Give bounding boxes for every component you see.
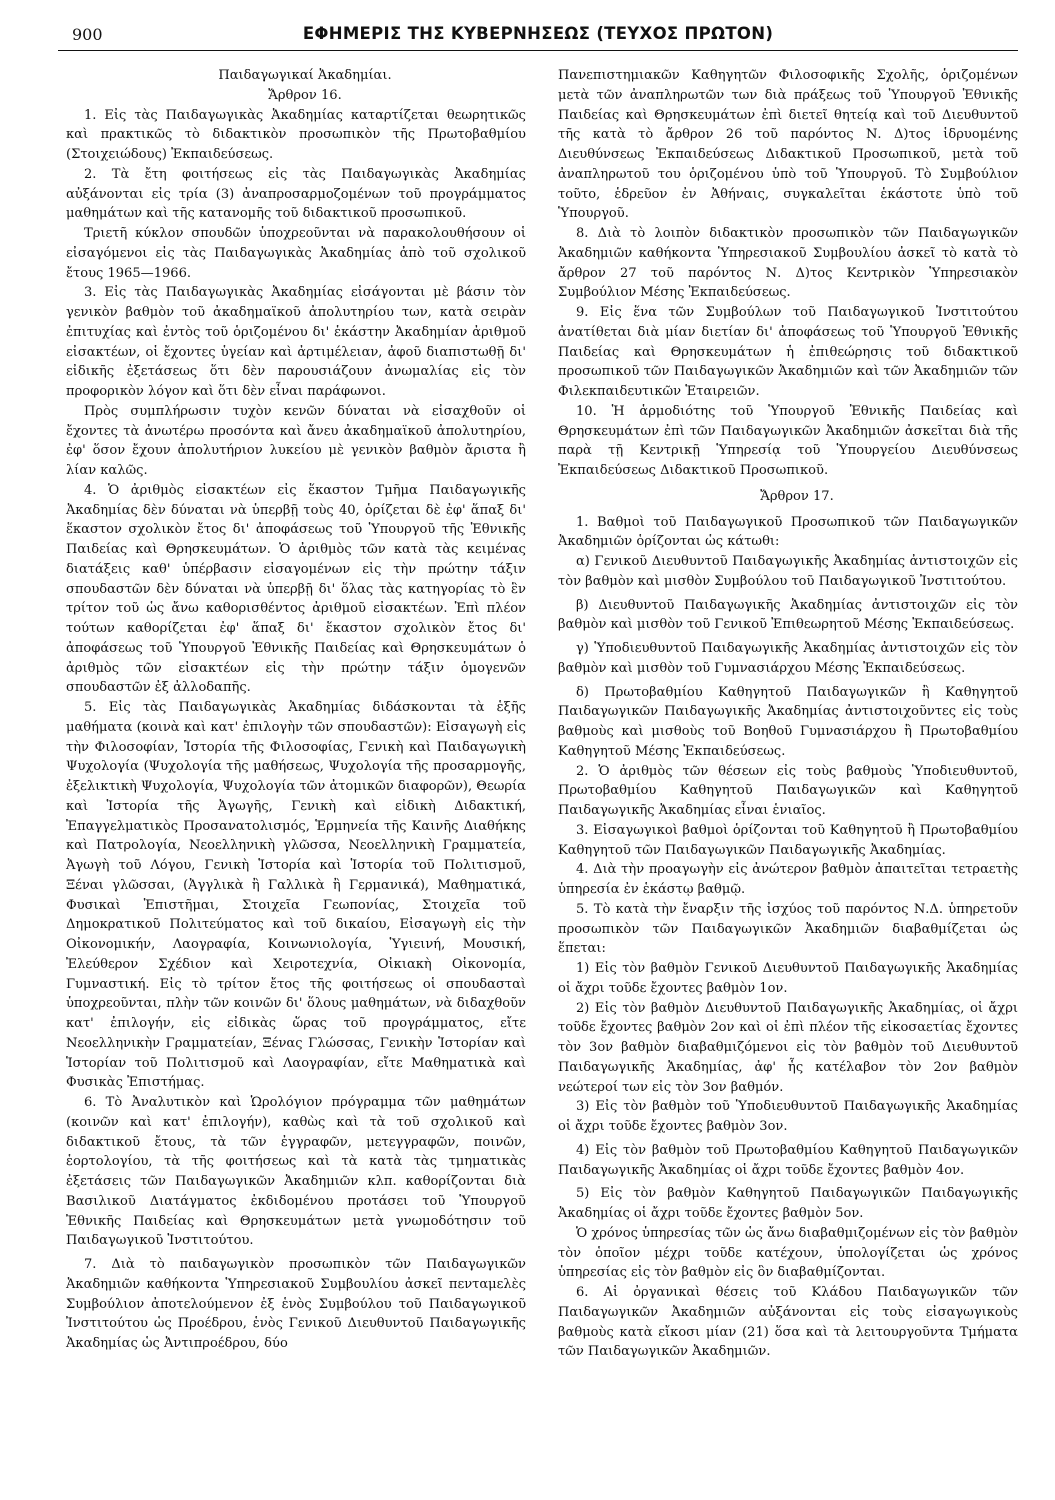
section-title: Παιδαγωγικαί Ἀκαδημίαι. bbox=[218, 68, 392, 83]
paragraph: 3. Εἰσαγωγικοὶ βαθμοὶ ὁρίζονται τοῦ Καθηγητοῦ ἢ Πρωτοβαθμίου Καθηγητοῦ τῶν Παιδαγωγικῶν Παιδαγωγικῆς Ἀκαδημίας. bbox=[558, 822, 1018, 858]
article-heading-17: Ἄρθρον 17. bbox=[760, 488, 834, 504]
paragraph: 6. Τὸ Ἀναλυτικὸν καὶ Ὡρολόγιον πρόγραμμα τῶν μαθημάτων (κοινῶν καὶ κατ' ἐπιλογήν), καθὼς καὶ τὰ τοῦ σχολικοῦ καὶ διδακτικοῦ ἔτους, τὰ τῶν ἐγγραφῶν, μετεγγραφῶν, ποινῶν, ἑορτολογίου, τὰ τῆς φοιτήσεως καὶ τὰ κατὰ τὰς τμηματικὰς ἐξετάσεις τῶν Παιδαγωγικῶν Ἀκαδημιῶν κλπ. καθορίζονται διὰ Βασιλικοῦ Διατάγματος ἐκδιδομένου προτάσει τοῦ Ὑπουργοῦ Ἐθνικῆς Παιδείας καὶ Θρησκευμάτων μετὰ γνωμοδότησιν τοῦ Παιδαγωγικοῦ Ἰνστιτούτου. bbox=[66, 1095, 526, 1249]
paragraph: 4. Διὰ τὴν προαγωγὴν εἰς ἀνώτερον βαθμὸν ἀπαιτεῖται τετραετὴς ὑπηρεσία ἐν ἑκάστῳ βαθμῷ. bbox=[558, 862, 1018, 897]
paragraph: 5. Εἰς τὰς Παιδαγωγικὰς Ἀκαδημίας διδάσκονται τὰ ἑξῆς μαθήματα (κοινὰ καὶ κατ' ἐπιλογὴν τῶν σπουδαστῶν): Εἰσαγωγὴ εἰς τὴν Φιλοσοφίαν, Ἱστορία τῆς Φιλοσοφίας, Γενικὴ καὶ Παιδαγωγικὴ Ψυχολογία (Ψυχολογία τῆς μαθήσεως, Ψυχολογία τῆς προσαρμογῆς, ἐξελικτικὴ Ψυχολογία, Ψυχολογία τῶν ἀτομικῶν διαφορῶν), Θεωρία καὶ Ἱστορία τῆς Ἀγωγῆς, Γενικὴ καὶ εἰδικὴ Διδακτική, Ἐπαγγελματικὸς Προσανατολισμός, Ἑρμηνεία τῆς Καινῆς Διαθήκης καὶ Πατρολογία, Νεοελληνικὴ γλῶσσα, Νεοελληνικὴ Γραμματεία, Ἀγωγὴ τοῦ Λόγου, Γενικὴ Ἱστορία καὶ Ἱστορία τοῦ Πολιτισμοῦ, Ξέναι γλῶσσαι, (Ἀγγλικὰ ἢ Γαλλικὰ ἢ Γερμανικά), Μαθηματικά, Φυσικαὶ Ἐπιστῆμαι, Στοιχεῖα Γεωπονίας, Στοιχεῖα τοῦ Δημοκρατικοῦ Πολιτεύματος καὶ τοῦ δικαίου, Εἰσαγωγὴ εἰς τὴν Οἰκονομικήν, Λαογραφία, Κοινωνιολογία, Ὑγιεινή, Μουσική, Ἐλεύθερον Σχέδιον καὶ Χειροτεχνία, Οἰκιακὴ Οἰκονομία, Γυμναστική. Εἰς τὸ τρίτον ἔτος τῆς φοιτήσεως οἱ σπουδασταὶ ὑποχρεοῦνται, πλὴν τῶν κοινῶν δι' ὅλους μαθημάτων, νὰ διδαχθοῦν κατ' ἐπιλογήν, εἰς εἰδικὰς ὥρας τοῦ προγράμματος, εἴτε Νεοελληνικὴν Γραμματείαν, Ξένας Γλώσσας, Γενικὴν Ἱστορίαν καὶ Ἱστορίαν τοῦ Πολιτισμοῦ καὶ Λαογραφίαν, εἴτε Μαθηματικὰ καὶ Φυσικὰς Ἐπιστήμας. bbox=[66, 700, 526, 1091]
paragraph: 5. Τὸ κατὰ τὴν ἔναρξιν τῆς ἰσχύος τοῦ παρόντος Ν.Δ. ὑπηρετοῦν προσωπικὸν τῶν Παιδαγωγικῶν Ἀκαδημιῶν διαβαθμίζεται ὡς ἕπεται: bbox=[558, 901, 1018, 957]
paragraph: 6. Αἱ ὀργανικαὶ θέσεις τοῦ Κλάδου Παιδαγωγικῶν τῶν Παιδαγωγικῶν Ἀκαδημιῶν αὐξάνονται εἰς τοὺς εἰσαγωγικοὺς βαθμοὺς κατὰ εἴκοσι μίαν (21) ὅσα καὶ τὰ λειτουργοῦντα Τμήματα τῶν Παιδαγωγικῶν Ἀκαδημιῶν. bbox=[558, 1285, 1018, 1360]
paragraph: 2. Ὁ ἀριθμὸς τῶν θέσεων εἰς τοὺς βαθμοὺς Ὑποδιευθυντοῦ, Πρωτοβαθμίου Καθηγητοῦ Παιδαγωγικῶν καὶ Καθηγητοῦ Παιδαγωγικῆς Ἀκαδημίας εἶναι ἑνιαῖος. bbox=[558, 763, 1018, 818]
paragraph: 2. Τὰ ἔτη φοιτήσεως εἰς τὰς Παιδαγωγικὰς Ἀκαδημίας αὐξάνονται εἰς τρία (3) ἀναπροσαρμοζομένων τοῦ προγράμματος μαθημάτων καὶ τῆς κατανομῆς τοῦ διδακτικοῦ προσωπικοῦ. bbox=[66, 166, 526, 222]
paragraph: δ) Πρωτοβαθμίου Καθηγητοῦ Παιδαγωγικῶν ἢ Καθηγητοῦ Παιδαγωγικῶν Παιδαγωγικῆς Ἀκαδημίας ἀντιστοιχοῦντες εἰς τοὺς βαθμοὺς καὶ μισθοὺς τοῦ Βοηθοῦ Γυμνασιάρχου ἢ Πρωτοβαθμίου Καθηγητοῦ Μέσης Ἐκπαιδεύσεως. bbox=[558, 684, 1018, 759]
publication-title: ΕΦΗΜΕΡΙΣ ΤΗΣ ΚΥΒΕΡΝΗΣΕΩΣ (ΤΕΥΧΟΣ ΠΡΩΤΟΝ) bbox=[302, 24, 774, 43]
paragraph: Τριετῆ κύκλον σπουδῶν ὑποχρεοῦνται νὰ παρακολουθήσουν οἱ εἰσαγόμενοι εἰς τὰς Παιδαγωγικὰς Ἀκαδημίας ἀπὸ τοῦ σχολικοῦ ἔτους 1965—1966. bbox=[66, 226, 526, 281]
paragraph: 2) Εἰς τὸν βαθμὸν Διευθυντοῦ Παιδαγωγικῆς Ἀκαδημίας, οἱ ἄχρι τοῦδε ἔχοντες βαθμὸν 2ον καὶ οἱ ἐπὶ πλέον τῆς εἰκοσαετίας ἔχοντες τὸν 3ον βαθμὸν διαβαθμιζόμενοι εἰς τὸν βαθμὸν τοῦ Διευθυντοῦ Παιδαγωγικῆς Ἀκαδημίας, ἀφ' ἧς κατέλαβον τὸν 2ον βαθμὸν νεώτεροί των εἰς τὸν 3ον βαθμόν. bbox=[558, 1000, 1018, 1095]
paragraph: 5) Εἰς τὸν βαθμὸν Καθηγητοῦ Παιδαγωγικῶν Παιδαγωγικῆς Ἀκαδημίας οἱ ἄχρι τοῦδε ἔχοντες βαθμὸν 5ον. bbox=[558, 1186, 1018, 1221]
paragraph: 8. Διὰ τὸ λοιπὸν διδακτικὸν προσωπικὸν τῶν Παιδαγωγικῶν Ἀκαδημιῶν καθήκοντα Ὑπηρεσιακοῦ Συμβουλίου ἀσκεῖ τὸ κατὰ τὸ ἄρθρον 27 τοῦ παρόντος Ν. Δ)τος Κεντρικὸν Ὑπηρεσιακὸν Συμβούλιον Μέσης Ἐκπαιδεύσεως. bbox=[558, 226, 1018, 301]
paragraph: 1) Εἰς τὸν βαθμὸν Γενικοῦ Διευθυντοῦ Παιδαγωγικῆς Ἀκαδημίας οἱ ἄχρι τοῦδε ἔχοντες βαθμὸν 1ον. bbox=[558, 961, 1018, 996]
page-number: 900 bbox=[72, 25, 103, 44]
page-header bbox=[58, 24, 1018, 51]
newspaper-page bbox=[58, 24, 1018, 1484]
paragraph: 9. Εἰς ἕνα τῶν Συμβούλων τοῦ Παιδαγωγικοῦ Ἰνστιτούτου ἀνατίθεται διὰ μίαν διετίαν δι' ἀποφάσεως τοῦ Ὑπουργοῦ Ἐθνικῆς Παιδείας καὶ Θρησκευμάτων ἡ ἐπιθεώρησις τοῦ διδακτικοῦ προσωπικοῦ τῶν Παιδαγωγικῶν Ἀκαδημιῶν καὶ τῶν Ἀκαδημιῶν τῶν Φιλεκπαιδευτικῶν Ἑταιρειῶν. bbox=[558, 305, 1018, 399]
paragraph: 10. Ἡ ἁρμοδιότης τοῦ Ὑπουργοῦ Ἐθνικῆς Παιδείας καὶ Θρησκευμάτων ἐπὶ τῶν Παιδαγωγικῶν Ἀκαδημιῶν ἀσκεῖται διὰ τῆς παρὰ τῇ Κεντρικῇ Ὑπηρεσίᾳ τοῦ Ὑπουργείου Διευθύνσεως Ἐκπαιδεύσεως Διδακτικοῦ Προσωπικοῦ. bbox=[558, 403, 1018, 478]
paragraph: 7. Διὰ τὸ παιδαγωγικὸν προσωπικὸν τῶν Παιδαγωγικῶν Ἀκαδημιῶν καθήκοντα Ὑπηρεσιακοῦ Συμβουλίου ἀσκεῖ πενταμελὲς Συμβούλιον ἀποτελούμενον ἐξ ἑνὸς Συμβούλου τοῦ Παιδαγωγικοῦ Ἰνστιτούτου ὡς Προέδρου, ἑνὸς Γενικοῦ Διευθυντοῦ Παιδαγωγικῆς Ἀκαδημίας ὡς Ἀντιπροέδρου, δύο bbox=[66, 1257, 526, 1351]
paragraph: 1. Βαθμοὶ τοῦ Παιδαγωγικοῦ Προσωπικοῦ τῶν Παιδαγωγικῶν Ἀκαδημιῶν ὁρίζονται ὡς κάτωθι: bbox=[558, 514, 1018, 550]
paragraph: 3. Εἰς τὰς Παιδαγωγικὰς Ἀκαδημίας εἰσάγονται μὲ βάσιν τὸν γενικὸν βαθμὸν τοῦ ἀκαδημαϊκοῦ ἀπολυτηρίου των, κατὰ σειρὰν ἐπιτυχίας καὶ ἐντὸς τοῦ ὁριζομένου δι' ἑκάστην Ἀκαδημίαν ἀριθμοῦ εἰσακτέων, οἱ ἔχοντες ὑγείαν καὶ ἀρτιμέλειαν, ἀφοῦ διαπιστωθῇ δι' εἰδικῆς ἐξετάσεως ὅτι δὲν παρουσιάζουν ἀνωμαλίας εἰς τὸν προφορικὸν λόγον καὶ ὅτι δὲν εἶναι παράφωνοι. bbox=[66, 285, 526, 399]
paragraph: Πρὸς συμπλήρωσιν τυχὸν κενῶν δύναται νὰ εἰσαχθοῦν οἱ ἔχοντες τὰ ἀνωτέρω προσόντα καὶ ἄνευ ἀκαδημαϊκοῦ ἀπολυτηρίου, ἐφ' ὅσον ἔχουν ἀπολυτήριον λυκείου μὲ γενικὸν βαθμὸν ἄριστα ἢ λίαν καλῶς. bbox=[66, 403, 526, 478]
paragraph: 1. Εἰς τὰς Παιδαγωγικὰς Ἀκαδημίας καταρτίζεται θεωρητικῶς καὶ πρακτικῶς τὸ διδακτικὸν προσωπικὸν τῆς Πρωτοβαθμίου (Στοιχειώδους) Ἐκπαιδεύσεως. bbox=[66, 107, 526, 162]
paragraph: α) Γενικοῦ Διευθυντοῦ Παιδαγωγικῆς Ἀκαδημίας ἀντιστοιχῶν εἰς τὸν βαθμὸν καὶ μισθὸν Συμβούλου τοῦ Παιδαγωγικοῦ Ἰνστιτούτου. bbox=[558, 554, 1018, 589]
paragraph: 3) Εἰς τὸν βαθμὸν τοῦ Ὑποδιευθυντοῦ Παιδαγωγικῆς Ἀκαδημίας οἱ ἄχρι τοῦδε ἔχοντες βαθμὸν 3ον. bbox=[558, 1099, 1018, 1134]
paragraph: β) Διευθυντοῦ Παιδαγωγικῆς Ἀκαδημίας ἀντιστοιχῶν εἰς τὸν βαθμὸν καὶ μισθὸν τοῦ Γενικοῦ Ἐπιθεωρητοῦ Μέσης Ἐκπαιδεύσεως. bbox=[558, 597, 1018, 633]
paragraph: γ) Ὑποδιευθυντοῦ Παιδαγωγικῆς Ἀκαδημίας ἀντιστοιχῶν εἰς τὸν βαθμὸν καὶ μισθὸν τοῦ Γυμνασιάρχου Μέσης Ἐκπαιδεύσεως. bbox=[558, 641, 1018, 676]
right-column bbox=[558, 66, 1018, 1362]
paragraph: 4. Ὁ ἀριθμὸς εἰσακτέων εἰς ἕκαστον Τμῆμα Παιδαγωγικῆς Ἀκαδημίας δὲν δύναται νὰ ὑπερβῇ τοὺς 40, ὁρίζεται δὲ ἐφ' ἅπαξ δι' ἕκαστον σχολικὸν ἔτος δι' ἀποφάσεως τοῦ Ὑπουργοῦ τῆς Ἐθνικῆς Παιδείας καὶ Θρησκευμάτων. Ὁ ἀριθμὸς τῶν κατὰ τὰς κειμένας διατάξεις καθ' ὑπέρβασιν εἰσαγομένων εἰς τὴν πρώτην τάξιν σπουδαστῶν δὲν δύναται νὰ ὑπερβῇ δι' ὅλας τὰς κατηγορίας τὸ ἓν τρίτον τοῦ ὡς ἄνω καθορισθέντος ἀριθμοῦ εἰσακτέων. Ἐπὶ πλέον τούτων καθορίζεται ἐφ' ἅπαξ δι' ἕκαστον σχολικὸν ἔτος δι' ἀποφάσεως τοῦ Ὑπουργοῦ Ἐθνικῆς Παιδείας καὶ Θρησκευμάτων ὁ ἀριθμὸς τῶν εἰσακτέων εἰς τὴν πρώτην τάξιν ὁμογενῶν σπουδαστῶν ἐξ ἀλλοδαπῆς. bbox=[66, 482, 526, 696]
paragraph: Πανεπιστημιακῶν Καθηγητῶν Φιλοσοφικῆς Σχολῆς, ὁριζομένων μετὰ τῶν ἀναπληρωτῶν των διὰ πράξεως τοῦ Ὑπουργοῦ Ἐθνικῆς Παιδείας καὶ Θρησκευμάτων ἐπὶ διετεῖ θητείᾳ καὶ τοῦ Διευθυντοῦ τῆς κατὰ τὸ ἄρθρον 26 τοῦ παρόντος Ν. Δ)τος ἱδρυομένης Διευθύνσεως Ἐκπαιδεύσεως Διδακτικοῦ Προσωπικοῦ, μετὰ τοῦ ἀναπληρωτοῦ του ὁριζομένου ὑπὸ τοῦ Ὑπουργοῦ. Τὸ Συμβούλιον τοῦτο, ἑδρεῦον ἐν Ἀθήναις, συγκαλεῖται ἑκάστοτε ὑπὸ τοῦ Ὑπουργοῦ. bbox=[558, 68, 1018, 222]
article-heading-16: Ἄρθρον 16. bbox=[268, 87, 342, 103]
paragraph: Ὁ χρόνος ὑπηρεσίας τῶν ὡς ἄνω διαβαθμιζομένων εἰς τὸν βαθμὸν τὸν ὁποῖον μέχρι τοῦδε κατέχουν, ὑπολογίζεται ὡς χρόνος ὑπηρεσίας εἰς τὸν βαθμὸν εἰς ὃν διαβαθμίζονται. bbox=[558, 1225, 1018, 1281]
left-column bbox=[66, 66, 526, 1354]
paragraph: 4) Εἰς τὸν βαθμὸν τοῦ Πρωτοβαθμίου Καθηγητοῦ Παιδαγωγικῶν Παιδαγωγικῆς Ἀκαδημίας οἱ ἄχρι τοῦδε ἔχοντες βαθμὸν 4ον. bbox=[558, 1142, 1018, 1178]
